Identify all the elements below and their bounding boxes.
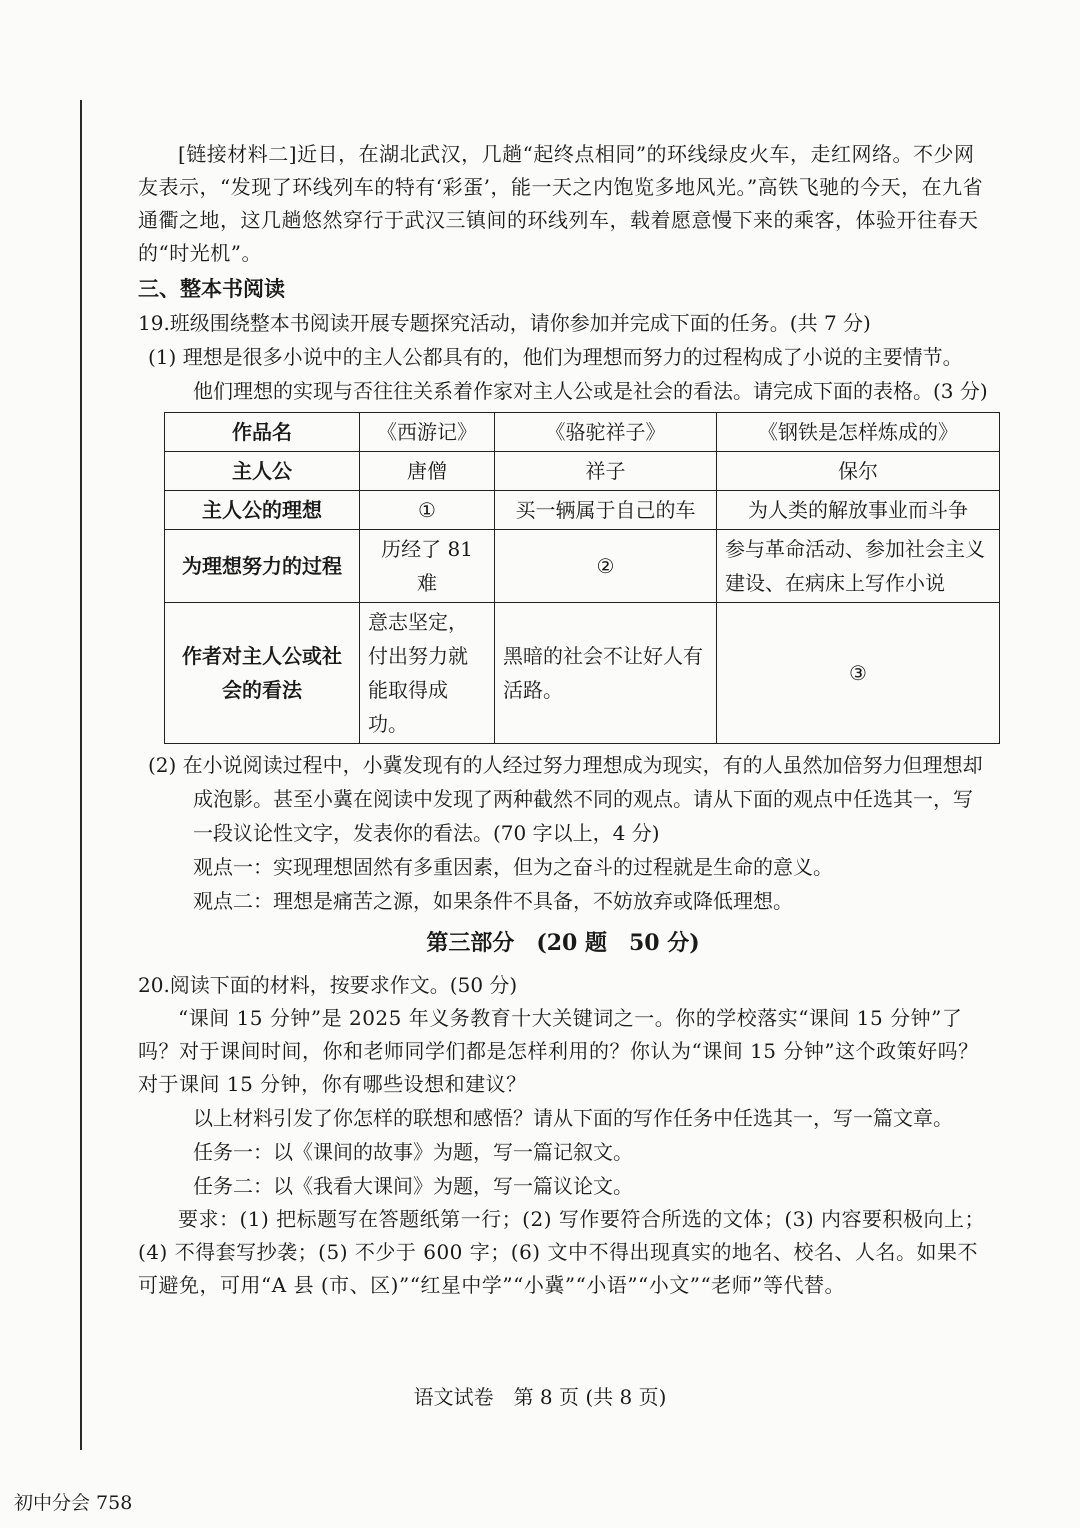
table-cell: ②: [495, 530, 717, 603]
question-20: 20.阅读下面的材料，按要求作文。(50 分): [138, 973, 518, 997]
question-19-1-line-a: (1) 理想是很多小说中的主人公都具有的，他们为理想而努力的过程构成了小说的主要情节。: [148, 345, 963, 369]
table-row: [165, 530, 1000, 603]
question-19: 19.班级围绕整本书阅读开展专题探究活动，请你参加并完成下面的任务。(共 7 分): [138, 311, 871, 335]
binding-margin-line: [80, 100, 82, 1450]
novel-table: [164, 412, 1000, 744]
table-cell: 历经了 81 难: [360, 530, 495, 603]
table-cell: 祥子: [495, 452, 717, 491]
table-row: [165, 452, 1000, 491]
essay-requirements: 要求：(1) 把标题写在答题纸第一行；(2) 写作要符合所选的文体；(3) 内容要积极向上；(4) 不得套写抄袭；(5) 不少于 600 字；(6) 文中不得出现真实的地名、校名、人名。如果不可避免，可用“A 县 (市、区)”“红星中学”“小冀”“小语”“小文”“老师”等代替。: [138, 1207, 986, 1297]
task-1: 任务一：以《课间的故事》为题，写一篇记叙文。: [193, 1140, 633, 1164]
essay-prompt: 以上材料引发了你怎样的联想和感悟？请从下面的写作任务中任选其一，写一篇文章。: [193, 1106, 953, 1130]
table-cell: 参与革命活动、参加社会主义建设、在病床上写作小说: [717, 530, 1000, 603]
exam-page: [138, 138, 988, 1302]
viewpoint-2: 观点二：理想是痛苦之源，如果条件不具备，不妨放弃或降低理想。: [193, 889, 793, 913]
table-cell: 唐僧: [360, 452, 495, 491]
table-row: [165, 603, 1000, 744]
corner-watermark: 初中分会 758: [14, 1492, 133, 1514]
table-row: [165, 491, 1000, 530]
task-2: 任务二：以《我看大课间》为题，写一篇议论文。: [193, 1174, 633, 1198]
table-cell: 《西游记》: [360, 413, 495, 452]
link-material-2: [链接材料二]近日，在湖北武汉，几趟“起终点相同”的环线绿皮火车，走红网络。不少网友表示，“发现了环线列车的特有‘彩蛋’，能一天之内饱览多地风光。”高铁飞驰的今天，在九省通衢之地，这几趟悠然穿行于武汉三镇间的环线列车，载着愿意慢下来的乘客，体验开往春天的“时光机”。: [138, 142, 984, 265]
table-cell: 主人公: [165, 452, 360, 491]
table-cell: ①: [360, 491, 495, 530]
table-cell: 保尔: [717, 452, 1000, 491]
page-footer: 语文试卷 第 8 页 (共 8 页): [413, 1385, 667, 1409]
table-cell: 《骆驼祥子》: [495, 413, 717, 452]
essay-material: “课间 15 分钟”是 2025 年义务教育十大关键词之一。你的学校落实“课间 15 分钟”了吗？对于课间时间，你和老师同学们都是怎样利用的？你认为“课间 15 分钟”这个政策好吗？对于课间 15 分钟，你有哪些设想和建议？: [138, 1006, 979, 1096]
section-3-title: 三、整本书阅读: [138, 276, 285, 301]
table-cell: 为人类的解放事业而斗争: [717, 491, 1000, 530]
table-cell: 黑暗的社会不让好人有活路。: [495, 603, 717, 744]
table-cell: 意志坚定，付出努力就能取得成功。: [360, 603, 495, 744]
table-cell: 作者对主人公或社会的看法: [165, 603, 360, 744]
question-19-2: (2) 在小说阅读过程中，小冀发现有的人经过努力理想成为现实，有的人虽然加倍努力但理想却成泡影。甚至小冀在阅读中发现了两种截然不同的观点。请从下面的观点中任选其一，写一段议论性文字，发表你的看法。(70 字以上，4 分): [148, 753, 983, 845]
table-cell: 作品名: [165, 413, 360, 452]
viewpoint-1: 观点一：实现理想固然有多重因素，但为之奋斗的过程就是生命的意义。: [193, 855, 833, 879]
part-3-title: 第三部分 (20 题 50 分): [426, 930, 700, 956]
table-cell: ③: [717, 603, 1000, 744]
table-row: [165, 413, 1000, 452]
table-cell: 《钢铁是怎样炼成的》: [717, 413, 1000, 452]
question-19-1-line-b: 他们理想的实现与否往往关系着作家对主人公或是社会的看法。请完成下面的表格。(3 分): [193, 379, 988, 403]
table-cell: 买一辆属于自己的车: [495, 491, 717, 530]
table-cell: 主人公的理想: [165, 491, 360, 530]
table-cell: 为理想努力的过程: [165, 530, 360, 603]
